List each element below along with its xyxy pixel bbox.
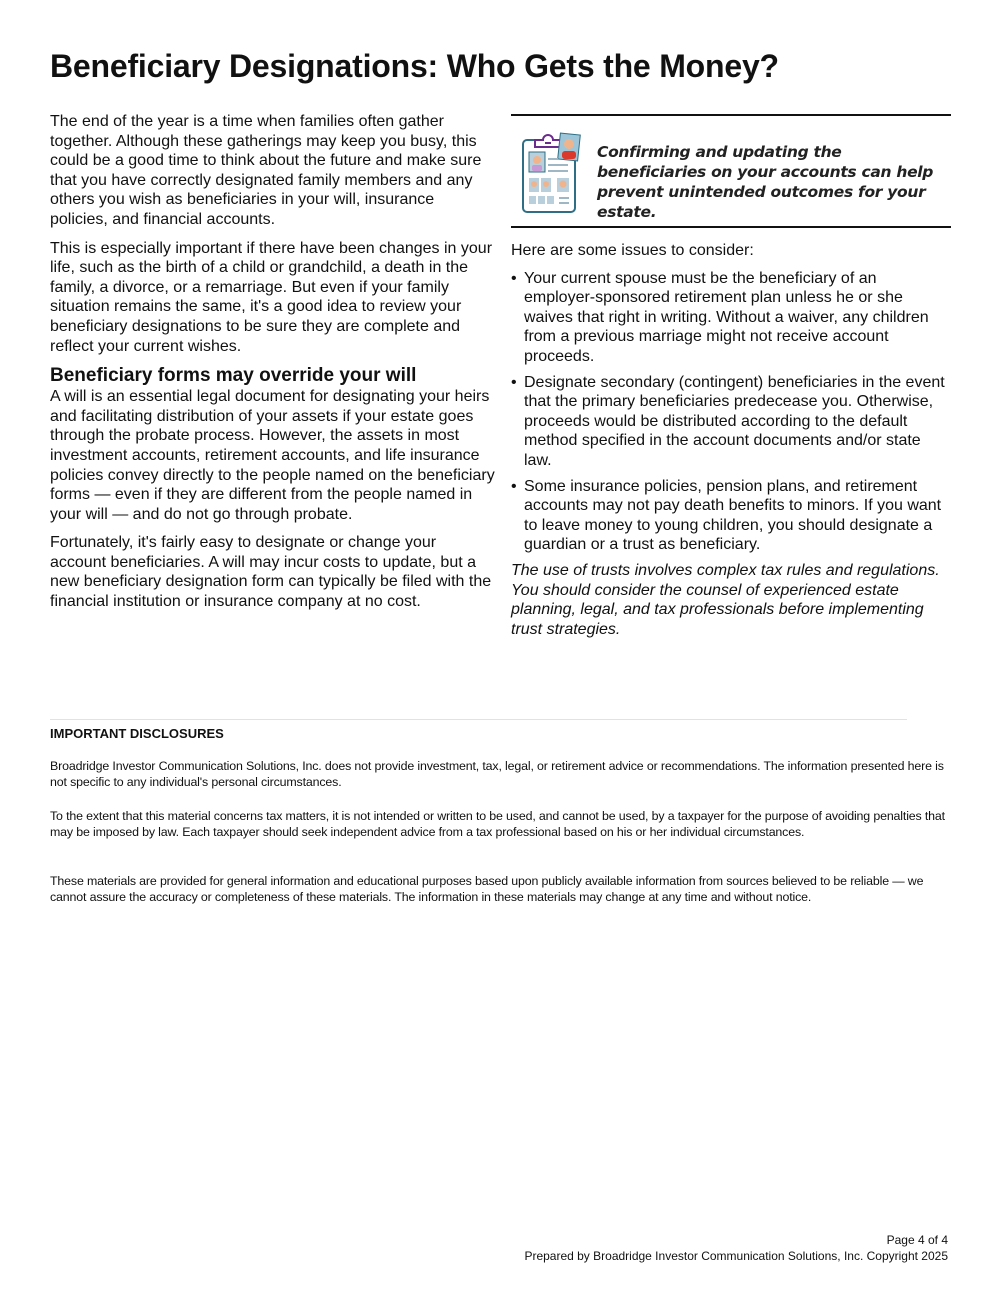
callout-quote: Confirming and updating the beneficiaries on your accounts can help prevent unintended outcomes for your estate. bbox=[597, 143, 934, 221]
page-title: Beneficiary Designations: Who Gets the Money? bbox=[50, 48, 779, 84]
will-paragraph: A will is an essential legal document for designating your heirs and facilitating distribution of your assets if your estate goes through the probate process. However, the assets in most investment accounts, retirement accounts, and life insurance policies convey directly to the people named on the beneficiary forms — even if they are different from the people named in your will — and do not go through probate. bbox=[50, 388, 495, 523]
issues-intro: Here are some issues to consider: bbox=[511, 242, 754, 259]
bullet-icon: • bbox=[511, 477, 517, 495]
list-item-text: Designate secondary (contingent) beneficiaries in the event that the primary beneficiaries predecease you. Otherwise, proceeds would be distributed according to the default method specified in the account documents and/or state law. bbox=[524, 373, 945, 469]
disclosures-heading: IMPORTANT DISCLOSURES bbox=[50, 726, 224, 741]
list-item bbox=[511, 373, 951, 471]
disclosure-paragraph: To the extent that this material concerns tax matters, it is not intended or written to be used, and cannot be used, by a taxpayer for the purpose of avoiding penalties that may be imposed by law. Each taxpayer should seek independent advice from a tax professional based on his or her individual circumstances. bbox=[50, 809, 945, 840]
left-column bbox=[50, 112, 495, 621]
bullet-icon: • bbox=[511, 373, 517, 391]
disclosure-paragraph: These materials are provided for general information and educational purposes based upon publicly available information from sources believed to be reliable — we cannot assure the accuracy or completeness of these materials. The information in these materials may change at any time and without notice. bbox=[50, 874, 924, 905]
list-item-text: Your current spouse must be the beneficiary of an employer-sponsored retirement plan unless he or she waives that right in writing. Without a waiver, any children from a previous marriage might not receive account proceeds. bbox=[524, 269, 929, 365]
clipboard-family-icon bbox=[521, 130, 581, 214]
page-footer bbox=[524, 1232, 948, 1264]
issues-list bbox=[511, 269, 951, 555]
callout-box bbox=[511, 114, 951, 228]
life-changes-paragraph: This is especially important if there have been changes in your life, such as the birth of a child or grandchild, a death in the family, a divorce, or a remarriage. But even if your family situation remains the same, it's a good idea to review your beneficiary designations to be sure they are complete and reflect your current wishes. bbox=[50, 239, 493, 355]
fortunately-paragraph: Fortunately, it's fairly easy to designate or change your account beneficiaries. A will may incur costs to update, but a new beneficiary designation form can typically be filed with the financial institution or insurance company at no cost. bbox=[50, 534, 492, 611]
list-item bbox=[511, 477, 951, 555]
disclosure-paragraph: Broadridge Investor Communication Solutions, Inc. does not provide investment, tax, legal, or retirement advice or recommendations. The information presented here is not specific to any individual's personal circumstances. bbox=[50, 759, 944, 790]
bullet-icon: • bbox=[511, 269, 517, 287]
copyright: Prepared by Broadridge Investor Communication Solutions, Inc. Copyright 2025 bbox=[524, 1249, 948, 1263]
trust-note: The use of trusts involves complex tax rules and regulations. You should consider the counsel of experienced estate planning, legal, and tax professionals before implementing trust strategies. bbox=[511, 561, 940, 638]
right-column bbox=[511, 112, 951, 639]
list-item bbox=[511, 269, 951, 367]
list-item-text: Some insurance policies, pension plans, and retirement accounts may not pay death benefits to minors. If you want to leave money to young children, you should designate a guardian or a trust as beneficiary. bbox=[524, 477, 942, 554]
page-number: Page 4 of 4 bbox=[886, 1233, 948, 1247]
intro-paragraph: The end of the year is a time when families often gather together. Although these gatherings may keep you busy, this could be a good time to think about the future and make sure that you have correctly designated family members and any others you wish as beneficiaries in your will, insurance policies, and financial accounts. bbox=[50, 113, 482, 228]
section-subheading: Beneficiary forms may override your will bbox=[50, 365, 417, 387]
disclosures-divider bbox=[50, 719, 907, 720]
